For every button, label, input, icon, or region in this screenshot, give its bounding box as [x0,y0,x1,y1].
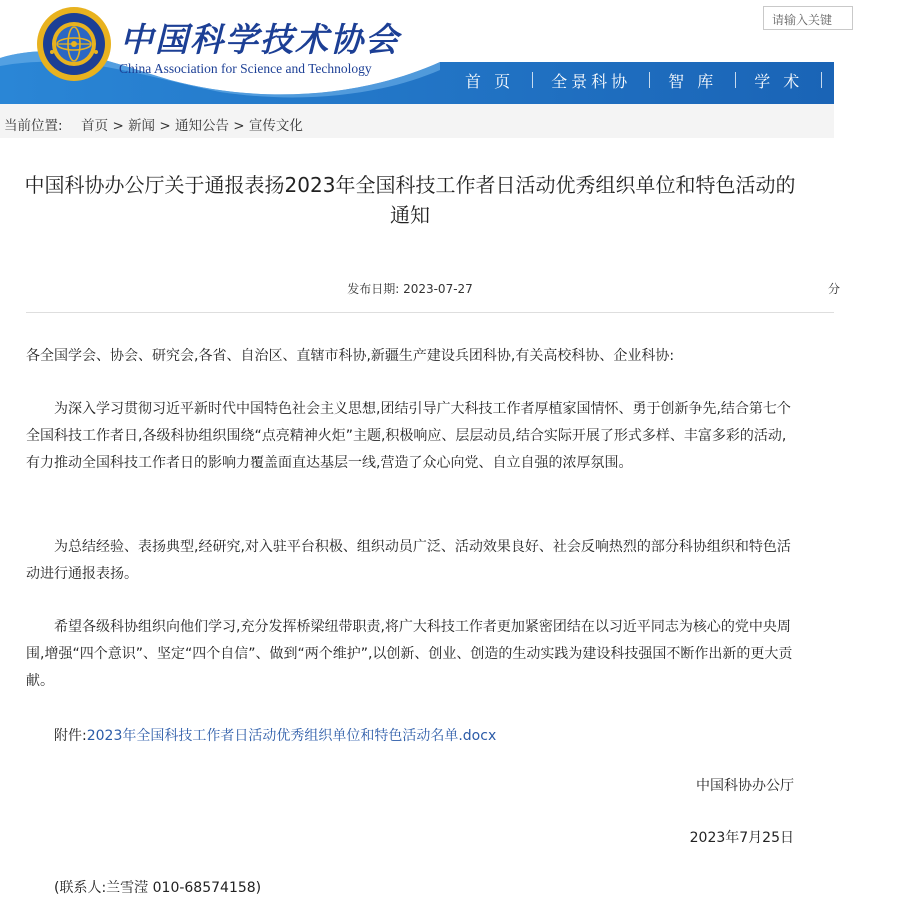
truncated-share-label[interactable]: 分 [828,282,841,296]
nav-item-think-tank[interactable]: 智 库 [668,71,718,91]
breadcrumb-separator: > [228,118,249,134]
sign-date: 2023年7月25日 [689,830,794,846]
paragraph-3: 希望各级科协组织向他们学习,充分发挥桥梁纽带职责,将广大科技工作者更加紧密团结在以习近平同志为核心的党中央周围,增强“四个意识”、坚定“四个自信”、做到“两个维护”,以创新、创业、创造的生动实践为建设科技强国不断作出新的更大贡献。 [26,619,793,689]
nav-item-academic[interactable]: 学 术 [754,71,804,91]
attachment [54,724,496,748]
publish-date-value: 2023-07-27 [403,282,473,296]
cast-emblem-icon[interactable] [36,6,112,82]
main-nav [447,62,907,98]
paragraph-1: 为深入学习贯彻习近平新时代中国特色社会主义思想,团结引导广大科技工作者厚植家国情怀、勇于创新争先,结合第七个全国科技工作者日,各级科协组织围绕“点亮精神火炬”主题,积极响应、层层动员,结合实际开展了形式多样、丰富多彩的活动,有力推动全国科技工作者日的影响力覆盖面直达基层一线,营造了众心向党、自立自强的浓厚氛围。 [26,401,791,471]
nav-item-panorama[interactable]: 全景科协 [551,71,632,91]
attachment-label: 附件: [54,728,87,744]
divider [26,312,834,313]
attachment-link[interactable]: 2023年全国科技工作者日活动优秀组织单位和特色活动名单.docx [86,728,497,744]
breadcrumb-separator: > [155,118,175,134]
breadcrumb-culture[interactable]: 宣传文化 [248,118,303,134]
salutation: 各全国学会、协会、研究会,各省、自治区、直辖市科协,新疆生产建设兵团科协,有关高校科协、企业科协: [26,348,675,364]
site-header [0,0,890,104]
logo-english-wordmark[interactable]: China Association for Science and Technology [119,61,372,76]
article-title: 中国科协办公厅关于通报表扬2023年全国科技工作者日活动优秀组织单位和特色活动的通知 [24,173,796,227]
breadcrumb-news[interactable]: 新闻 [128,118,156,134]
breadcrumb [0,104,834,138]
nav-item-home[interactable]: 首 页 [465,71,515,91]
breadcrumb-notices[interactable]: 通知公告 [174,118,229,134]
contact-info: (联系人:兰雪滢 010-68574158) [54,880,262,896]
breadcrumb-prefix: 当前位置: [4,118,63,134]
paragraph-2: 为总结经验、表扬典型,经研究,对入驻平台积极、组织动员广泛、活动效果良好、社会反响热烈的部分科协组织和特色活动进行通报表扬。 [26,539,791,582]
logo-chinese-wordmark[interactable]: 中国科学技术协会 [120,20,400,59]
breadcrumb-home[interactable]: 首页 [81,118,109,134]
nav-item-science-pop[interactable]: 科 普 [840,71,890,91]
publish-date-label: 发布日期: [347,282,400,296]
signature: 中国科协办公厅 [696,778,794,794]
publish-date [0,280,820,297]
search-input[interactable]: 请输入关键 [763,6,853,30]
breadcrumb-separator: > [108,118,129,134]
